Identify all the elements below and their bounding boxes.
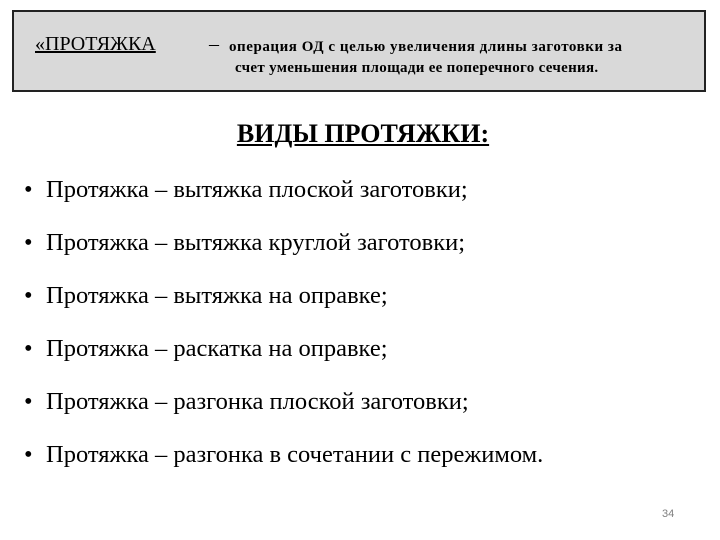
list-item [24,176,543,229]
bullet-icon: • [24,441,33,468]
definition-box [12,10,706,92]
bullet-icon: • [24,388,33,415]
list-item-text: Протяжка – раскатка на оправке; [46,335,388,362]
definition-text-line-1: операция ОД с целью увеличения длины заготовки за [229,39,623,55]
list-item [24,335,543,388]
list-item-text: Протяжка – вытяжка круглой заготовки; [46,229,466,256]
list-item-text: Протяжка – вытяжка на оправке; [46,282,388,309]
definition-text-line-2: счет уменьшения площади ее поперечного сечения. [235,60,599,76]
page-number: 34 [662,508,675,520]
definition-dash: – [209,33,219,55]
list-item [24,388,543,441]
bullet-icon: • [24,282,33,309]
list-item [24,229,543,282]
list-item-text: Протяжка – разгонка плоской заготовки; [46,388,469,415]
list-item [24,441,543,494]
bullet-icon: • [24,229,33,256]
list-item [24,282,543,335]
list-item-text: Протяжка – разгонка в сочетании с пережимом. [46,441,544,468]
section-heading: ВИДЫ ПРОТЯЖКИ: [236,119,490,148]
types-list [24,176,543,494]
bullet-icon: • [24,335,33,362]
definition-term: «ПРОТЯЖКА [35,33,156,55]
bullet-icon: • [24,176,33,203]
list-item-text: Протяжка – вытяжка плоской заготовки; [46,176,468,203]
